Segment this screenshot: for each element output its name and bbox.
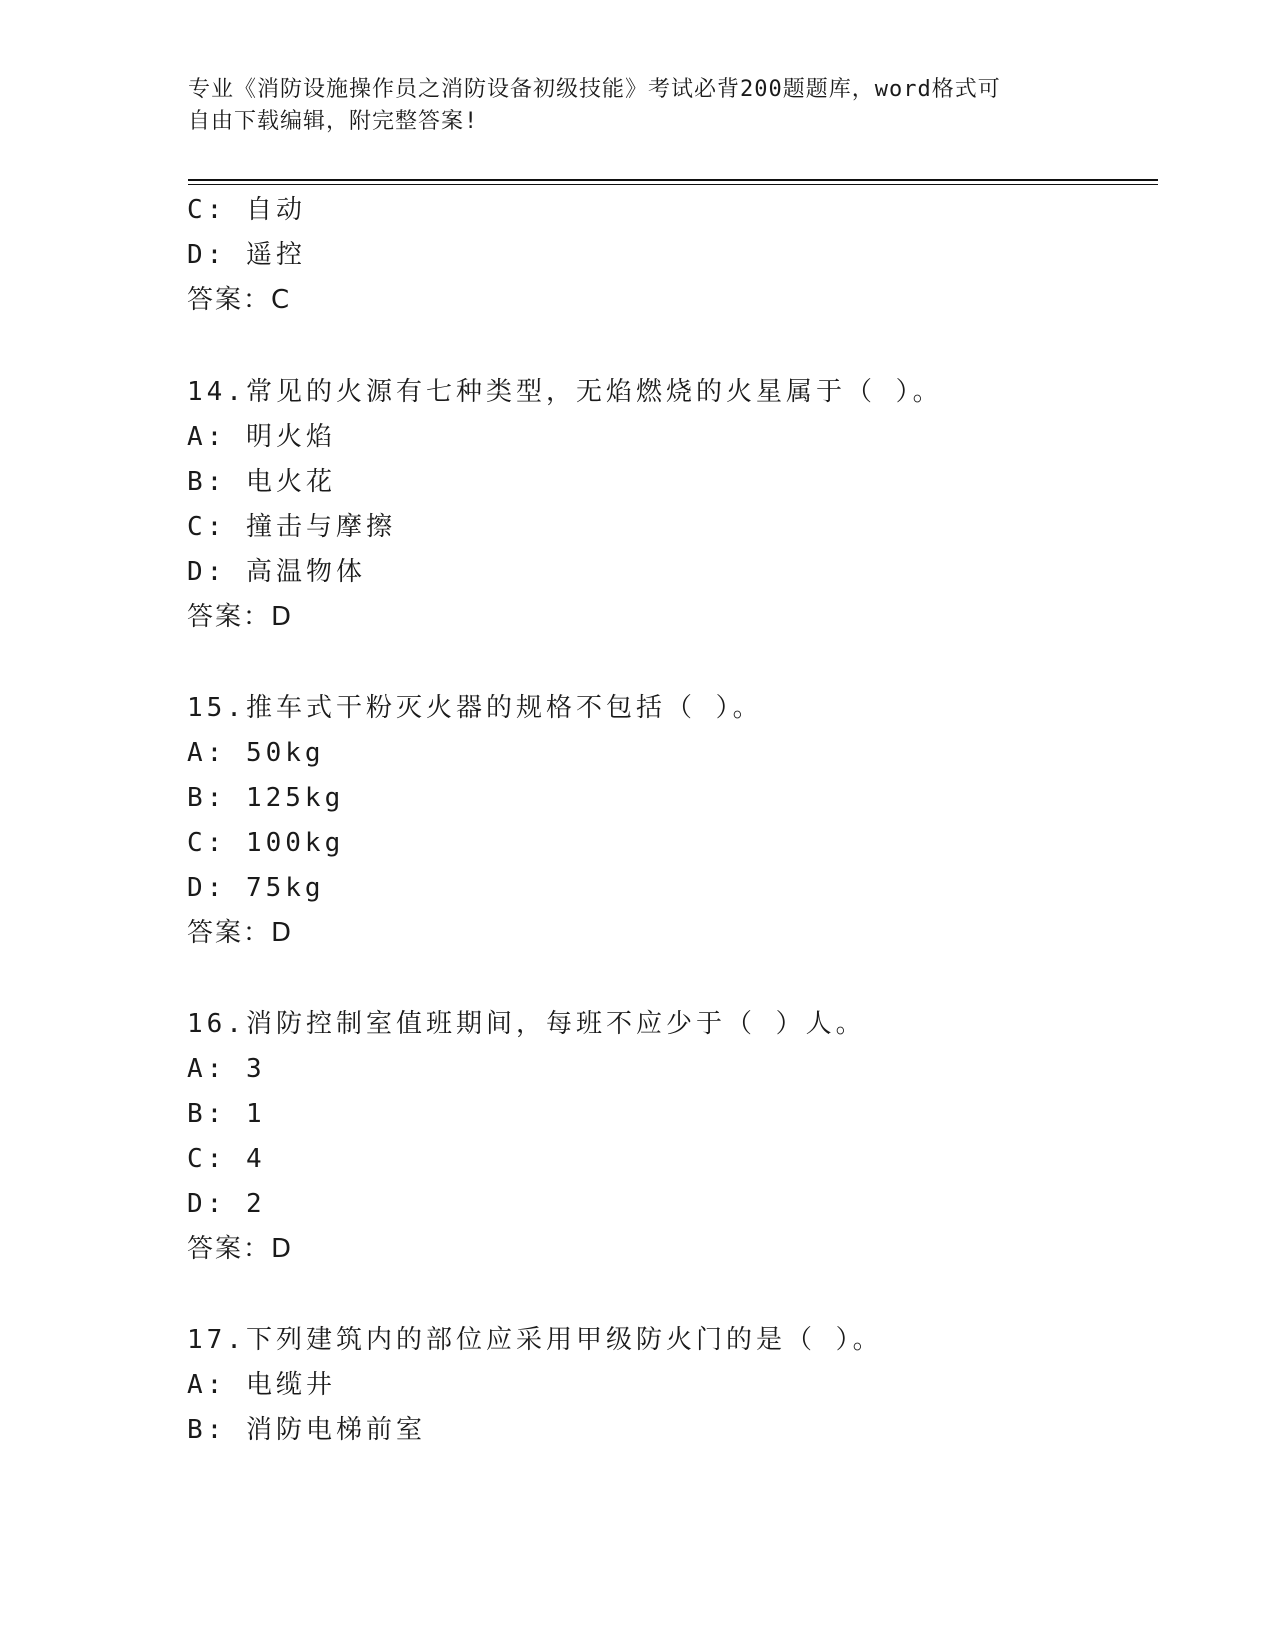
q14-option-d: D: 高温物体 — [187, 557, 366, 587]
q16-question: 16.消防控制室值班期间，每班不应少于（ ）人。 — [187, 1009, 866, 1039]
header-line-2: 自由下载编辑，附完整答案! — [188, 109, 479, 134]
q15-answer: 答案：D — [187, 918, 294, 948]
document-header — [188, 74, 1088, 138]
q14-option-c: C: 撞击与摩擦 — [187, 512, 396, 542]
q17-question: 17.下列建筑内的部位应采用甲级防火门的是（ ）。 — [187, 1325, 883, 1355]
q14-option-b: B: 电火花 — [187, 467, 336, 497]
header-line-1: 专业《消防设施操作员之消防设备初级技能》考试必背200题题库，word格式可 — [188, 77, 1001, 102]
q16-option-b: B: 1 — [187, 1099, 266, 1129]
q13-option-d: D: 遥控 — [187, 240, 306, 270]
header-divider-thin — [188, 184, 1158, 185]
q14-option-a: A: 明火焰 — [187, 422, 336, 452]
q13-answer: 答案：C — [187, 285, 292, 315]
q16-option-c: C: 4 — [187, 1144, 266, 1174]
q17-option-a: A: 电缆井 — [187, 1370, 336, 1400]
q15-option-c: C: 100kg — [187, 828, 345, 858]
q15-question: 15.推车式干粉灭火器的规格不包括（ ）。 — [187, 693, 763, 723]
q15-option-a: A: 50kg — [187, 738, 325, 768]
q13-option-c: C: 自动 — [187, 195, 306, 225]
q17-option-b: B: 消防电梯前室 — [187, 1415, 426, 1445]
q15-option-b: B: 125kg — [187, 783, 345, 813]
q14-answer: 答案：D — [187, 602, 294, 632]
q14-question: 14.常见的火源有七种类型，无焰燃烧的火星属于（ ）。 — [187, 377, 943, 407]
header-divider-thick — [188, 179, 1158, 181]
q16-option-a: A: 3 — [187, 1054, 266, 1084]
q15-option-d: D: 75kg — [187, 873, 325, 903]
q16-answer: 答案：D — [187, 1234, 294, 1264]
q16-option-d: D: 2 — [187, 1189, 266, 1219]
